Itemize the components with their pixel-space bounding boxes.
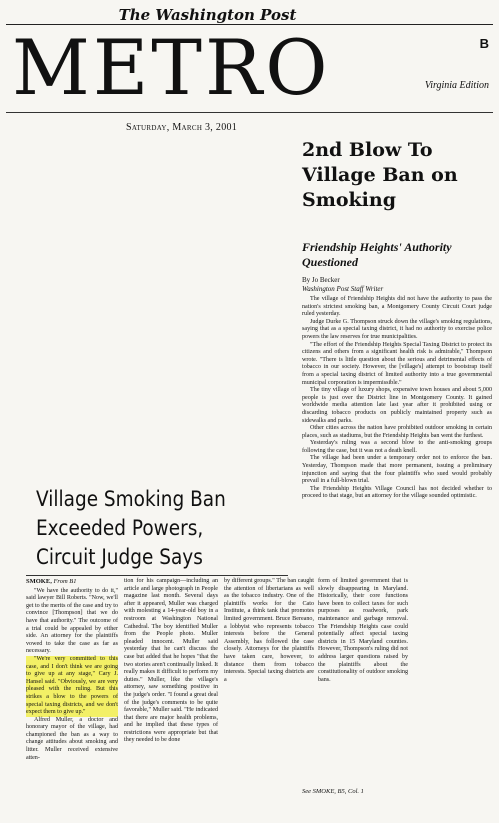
- masthead-logo: The Washington Post: [118, 6, 297, 24]
- story1-paragraph: tion for his campaign—including an article and large photograph in People magazine last month. Several days after it appeared, Muller was charged with molesting a 14-year-old boy in a restroom at Washington National Cathedral. The boy identified Muller from the People photo. Muller pleaded innocent. Muller said yesterday that he can't discuss the case but added that he hopes "that the two stories aren't continually linked. It really makes it difficult to perform my duties." Muller, like the village's attorney, saw something positive in the judge's order. "I found a great deal of the judge's comments to be quite favorable," Muller said. "He indicated that there are major health problems, and he implied that these types of restrictions were appropriate but that they needed to be done: [124, 578, 218, 744]
- jump-tag-label: SMOKE,: [26, 578, 52, 585]
- story1-headline: [36, 485, 267, 572]
- headline-line: Village Smoking Ban: [36, 487, 226, 511]
- story1-paragraph: "We have the authority to do it," said lawyer Bill Roberts. "Now, we'll get to the merits of the case and try to convince [Thompson] that we do have that authority." The outcome of a trial could be appealed by either side. An attorney for the plaintiffs vowed to take the case as far as necessary.: [26, 587, 118, 655]
- byline-role: Washington Post Staff Writer: [302, 285, 384, 293]
- story2-byline: [302, 276, 492, 294]
- story2-paragraph: "The effort of the Friendship Heights Special Taxing District to protect its citizens and others from a significant health risk is admirable," Thompson wrote. "There is little question about the serious and detrimental effects of tobacco in our society. However, the [village's] attempt to bootstrap itself from a special taxing district of limited authority into a true governmental municipal corporation is impermissible.": [302, 341, 492, 386]
- jump-tag-from: From B1: [53, 578, 77, 585]
- story2-jump-line: See SMOKE, B5, Col. 1: [302, 788, 364, 795]
- story2-paragraph: The village of Friendship Heights did not have the authority to pass the nation's strictest smoking ban, a Montgomery County Circuit Court judge ruled yesterday.: [302, 296, 492, 318]
- headline-line: Exceeded Powers,: [36, 516, 204, 540]
- story1-paragraph: Alfred Muller, a doctor and honorary mayor of the village, had championed the ban as a way to change attitudes about smoking and litter. Muller received extensive atten-: [26, 716, 118, 761]
- story2-paragraph: The village had been under a temporary order not to enforce the ban. Yesterday, Thompson made that more permanent, issuing a preliminary injunction and saying that the four plaintiffs who sued would probably prevail in a full-blown trial.: [302, 455, 492, 485]
- story2-deck: Friendship Heights' Authority Questioned: [302, 240, 452, 269]
- story1-column-3: [224, 578, 314, 684]
- section-title: METRO: [12, 23, 331, 112]
- story1-paragraph: by different groups." The ban caught the attention of libertarians as well as the tobacco industry. One of the plaintiffs works for the Cato Institute, a think tank that promotes limited government. Bruce Bereano, a lobbyist who represents tobacco interests before the General Assembly, has followed the case closely. Attorneys for the plaintiffs have taken care, however, to distance them from tobacco interests. Special taxing districts are a: [224, 578, 314, 683]
- headline-line: Circuit Judge Says: [36, 545, 203, 569]
- dateline: Saturday, March 3, 2001: [126, 122, 238, 133]
- byline-name: By Jo Becker: [302, 276, 340, 284]
- section-rule: [6, 112, 493, 113]
- story1-rule: [26, 575, 288, 576]
- story1-column-2: [124, 578, 218, 745]
- page-letter: B: [479, 36, 489, 51]
- highlighted-quote: "We're very committed to this case, and I don't think we are going to give up at any stage," Cary J. Hansel said. "Obviously, we are very pleased with the ruling. But this strikes a blow to the powers of special taxing districts, and we don't expect them to give up.": [26, 655, 118, 716]
- story2-paragraph: Judge Durke G. Thompson struck down the village's smoking regulations, saying that as a special taxing district, it had no authority to exercise police powers the law reserves for true municipalities.: [302, 318, 492, 340]
- story2-paragraph: The Friendship Heights Village Council has not decided whether to proceed to that stage, but an attorney for the village sounded optimistic.: [302, 485, 492, 500]
- story1-paragraph: form of limited government that is slowly disappearing in Maryland. Historically, their core functions have been to collect taxes for such purposes as roadwork, park maintenance and garbage removal. The Friendship Heights case could potentially affect special taxing districts in 15 Maryland counties. However, Thompson's ruling did not address larger questions raised by the plaintiffs about the constitutionality of outdoor smoking bans.: [318, 578, 408, 683]
- story2-headline: 2nd Blow To Village Ban on Smoking: [302, 139, 458, 211]
- story1-column-4: [318, 578, 408, 684]
- story2-body: [302, 296, 492, 501]
- story2-paragraph: The tiny village of luxury shops, expensive town houses and about 5,000 people is just over the District line in Montgomery County. It gained worldwide media attention late last year after it prohibited using or discarding tobacco products on publicly maintained property such as sidewalks and parks.: [302, 387, 492, 424]
- story2-paragraph: Yesterday's ruling was a second blow to the anti-smoking groups following the case, but it was not a death knell.: [302, 440, 492, 454]
- jump-tag: [26, 578, 118, 586]
- edition-label: Virginia Edition: [424, 80, 489, 91]
- story1-column-1: [26, 578, 118, 762]
- story2-paragraph: Other cities across the nation have prohibited outdoor smoking in certain places, such as stadiums, but the Friendship Heights ban went the furthest.: [302, 425, 492, 439]
